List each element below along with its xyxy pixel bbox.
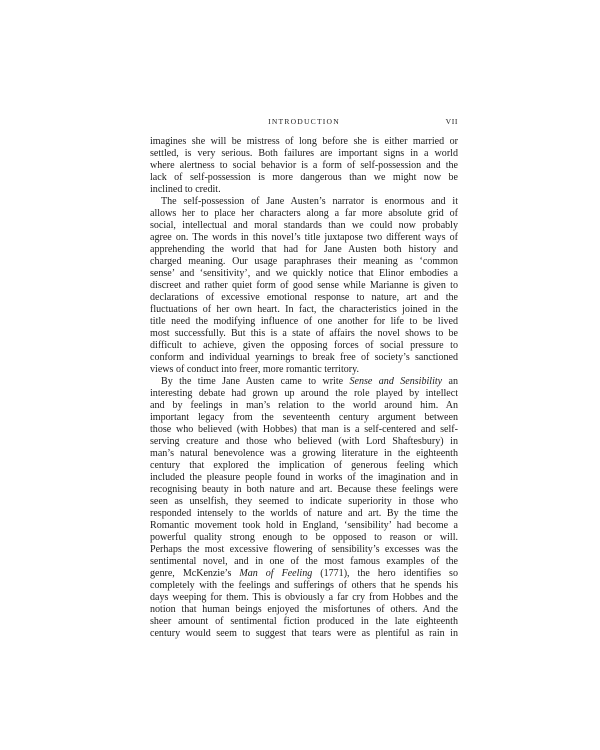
book-page <box>150 117 458 640</box>
text-line: sense’ and ‘sensitivity’, and we quickly notice that Elinor embodies a <box>150 268 458 279</box>
text-line: views of conduct into freer, more romantic territory. <box>150 364 360 375</box>
text-segment: (1771), the hero identifies so <box>312 568 458 579</box>
text-line: Romantic movement took hold in England, ‘sensibility’ had become a <box>150 520 458 531</box>
text-segment: genre, McKenzie’s <box>150 568 240 579</box>
text-line: sentimental novel, and in one of the most famous examples of the <box>150 556 458 567</box>
text-line: social, intellectual and moral standards than we could now probably <box>150 220 458 231</box>
running-head-title: INTRODUCTION <box>268 117 340 126</box>
text-line: lack of self-possession is more dangerous than we might now be <box>150 172 458 183</box>
text-line: apprehending the world that had for Jane Austen both history and <box>150 244 458 255</box>
text-line: included the pleasure people found in works of the imagination and in <box>150 472 458 483</box>
text-line: discreet and rather quiet form of good sense while Marianne is given to <box>150 280 458 291</box>
page-number: VII <box>445 117 458 126</box>
text-line: fluctuations of her own heart. In fact, the characteristics joined in the <box>150 304 458 315</box>
running-head <box>150 117 458 131</box>
text-line: agree on. The words in this novel’s title juxtapose two different ways of <box>150 232 458 243</box>
text-line: imagines she will be mistress of long before she is either married or <box>150 136 458 147</box>
text-line: serving creature and those who believed (with Lord Shaftesbury) in <box>150 436 458 447</box>
text-line: important legacy from the seventeenth century argument between <box>150 412 458 423</box>
text-line <box>150 376 458 388</box>
text-segment: an <box>442 376 458 387</box>
text-line: responded intensely to the worlds of nature and art. By the time the <box>150 508 458 519</box>
text-line: century would seem to suggest that tears were as plentiful as rain in <box>150 628 458 639</box>
text-line: century that explored the implication of generous feeling which <box>150 460 458 471</box>
italic-title: Man of Feeling <box>239 568 313 579</box>
text-line: and by feelings in man’s relation to the world around him. An <box>150 400 458 411</box>
text-line: title need the modifying influence of one another for life to be lived <box>150 316 458 327</box>
text-line: settled, is very serious. Both failures are important signs in a world <box>150 148 458 159</box>
text-line: interesting debate had grown up around the role played by intellect <box>150 388 458 399</box>
text-line: declarations of excessive emotional response to nature, art and the <box>150 292 458 303</box>
text-line: completely with the feelings and sufferings of others that he spends his <box>150 580 458 591</box>
text-line <box>150 568 458 580</box>
text-line: The self-possession of Jane Austen’s narrator is enormous and it <box>161 196 458 207</box>
text-line: where alertness to social behavior is a form of self-possession and the <box>150 160 458 171</box>
text-line: difficult to achieve, given the opposing forces of social pressure to <box>150 340 458 351</box>
text-line: most successfully. But this is a state of affairs the novel shows to be <box>150 328 458 339</box>
text-line: recognising beauty in both nature and art. Because these feelings were <box>150 484 458 495</box>
text-line: charged meaning. Our usage paraphrases their meaning as ‘common <box>150 256 458 267</box>
text-line: those who believed (with Hobbes) that man is a self-centered and self- <box>150 424 458 435</box>
text-line: man’s natural benevolence was a growing literature in the eighteenth <box>150 448 458 459</box>
italic-title: Sense and Sensibility <box>349 376 443 387</box>
text-segment: By the time Jane Austen came to write <box>161 376 350 387</box>
text-line: conform and individual yearnings to break free of society’s sanctioned <box>150 352 458 363</box>
text-line: allows her to place her characters along a far more absolute grid of <box>150 208 458 219</box>
text-line: powerful quality strong enough to be opposed to reason or will. <box>150 532 458 543</box>
text-line: notion that human beings enjoyed the misfortunes of others. And the <box>150 604 458 615</box>
text-line: Perhaps the most excessive flowering of sensibility’s excesses was the <box>150 544 458 555</box>
text-line: inclined to credit. <box>150 184 221 195</box>
body-text <box>150 136 458 640</box>
text-line: seen as unselfish, they seemed to indicate superiority in those who <box>150 496 458 507</box>
text-line: sheer amount of sentimental fiction produced in the late eighteenth <box>150 616 458 627</box>
text-line: days weeping for them. This is obviously a far cry from Hobbes and the <box>150 592 458 603</box>
